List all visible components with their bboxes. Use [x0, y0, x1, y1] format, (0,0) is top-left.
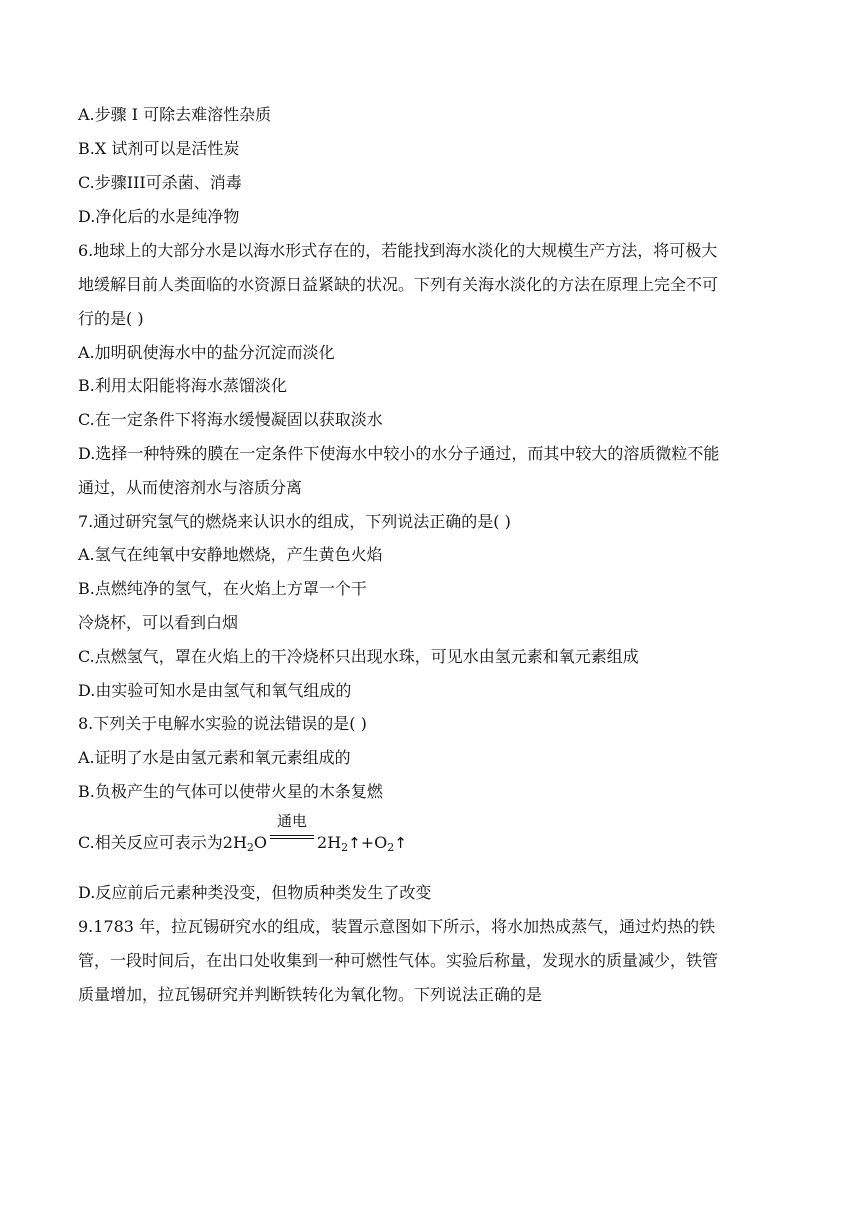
q8-option-a: A.证明了水是由氢元素和氧元素组成的 — [78, 748, 351, 767]
question-9-line-2: 管，一段时间后，在出口处收集到一种可燃性气体。实验后称量，发现水的质量减少，铁管 — [78, 951, 719, 970]
plus-oxygen: +O — [360, 833, 388, 852]
option-a-step1: A.步骤 I 可除去难溶性杂质 — [78, 105, 272, 124]
q6-option-d-line-2: 通过，从而使溶剂水与溶质分离 — [78, 478, 303, 497]
condition-label: 通电 — [277, 812, 308, 830]
q7-option-b-line-2: 冷烧杯，可以看到白烟 — [78, 613, 239, 632]
q8-option-d: D.反应前后元素种类没变，但物质种类发生了改变 — [78, 883, 432, 902]
question-6-line-2: 地缓解目前人类面临的水资源日益紧缺的状况。下列有关海水淡化的方法在原理上完全不可 — [78, 275, 719, 294]
q7-option-b-line-1: B.点燃纯净的氢气，在火焰上方罩一个干 — [78, 579, 367, 598]
question-6-line-3: 行的是( ) — [78, 309, 144, 328]
question-6-line-1: 6.地球上的大部分水是以海水形式存在的，若能找到海水淡化的大规模生产方法，将可极大 — [78, 241, 718, 260]
reactant-tail: O — [253, 833, 268, 852]
gas-arrow-icon: ↑ — [348, 834, 361, 852]
product1-coef: 2H — [317, 833, 342, 852]
q6-option-c: C.在一定条件下将海水缓慢凝固以获取淡水 — [78, 410, 383, 429]
option-d-purified-water: D.净化后的水是纯净物 — [78, 207, 240, 226]
reactant-coef: 2H — [222, 833, 247, 852]
question-9-line-1: 9.1783 年，拉瓦锡研究水的组成，装置示意图如下所示，将水加热成蒸气，通过灼热的铁 — [78, 917, 716, 936]
gas-arrow-icon: ↑ — [394, 834, 407, 852]
q7-option-d: D.由实验可知水是由氢气和氧气组成的 — [78, 681, 352, 700]
equals-bar-top — [270, 835, 314, 836]
reactant-subscript: 2 — [246, 841, 254, 854]
q6-option-b: B.利用太阳能将海水蒸馏淡化 — [78, 376, 287, 395]
q6-option-a: A.加明矾使海水中的盐分沉淀而淡化 — [78, 343, 335, 362]
question-7: 7.通过研究氢气的燃烧来认识水的组成，下列说法正确的是( ) — [78, 512, 511, 531]
q7-option-c: C.点燃氢气，罩在火焰上的干冷烧杯只出现水珠，可见水由氢元素和氧元素组成 — [78, 647, 639, 666]
option-c-step3: C.步骤III可杀菌、消毒 — [78, 173, 242, 192]
question-9-line-3: 质量增加，拉瓦锡研究并判断铁转化为氧化物。下列说法正确的是 — [78, 985, 543, 1004]
product1-subscript: 2 — [341, 841, 349, 854]
question-8: 8.下列关于电解水实验的说法错误的是( ) — [78, 714, 367, 733]
option-b-reagent-x: B.X 试剂可以是活性炭 — [78, 139, 240, 158]
q6-option-d-line-1: D.选择一种特殊的膜在一定条件下使海水中较小的水分子通过，而其中较大的溶质微粒不能 — [78, 444, 720, 463]
equation-prefix: C.相关反应可表示为 — [78, 833, 223, 852]
q8-option-b: B.负极产生的气体可以使带火星的木条复燃 — [78, 782, 383, 801]
q8-option-c-equation — [78, 812, 407, 858]
equals-bar-bottom — [270, 838, 314, 839]
product2-subscript: 2 — [387, 841, 395, 854]
q7-option-a: A.氢气在纯氧中安静地燃烧，产生黄色火焰 — [78, 545, 383, 564]
reaction-condition — [268, 812, 316, 848]
